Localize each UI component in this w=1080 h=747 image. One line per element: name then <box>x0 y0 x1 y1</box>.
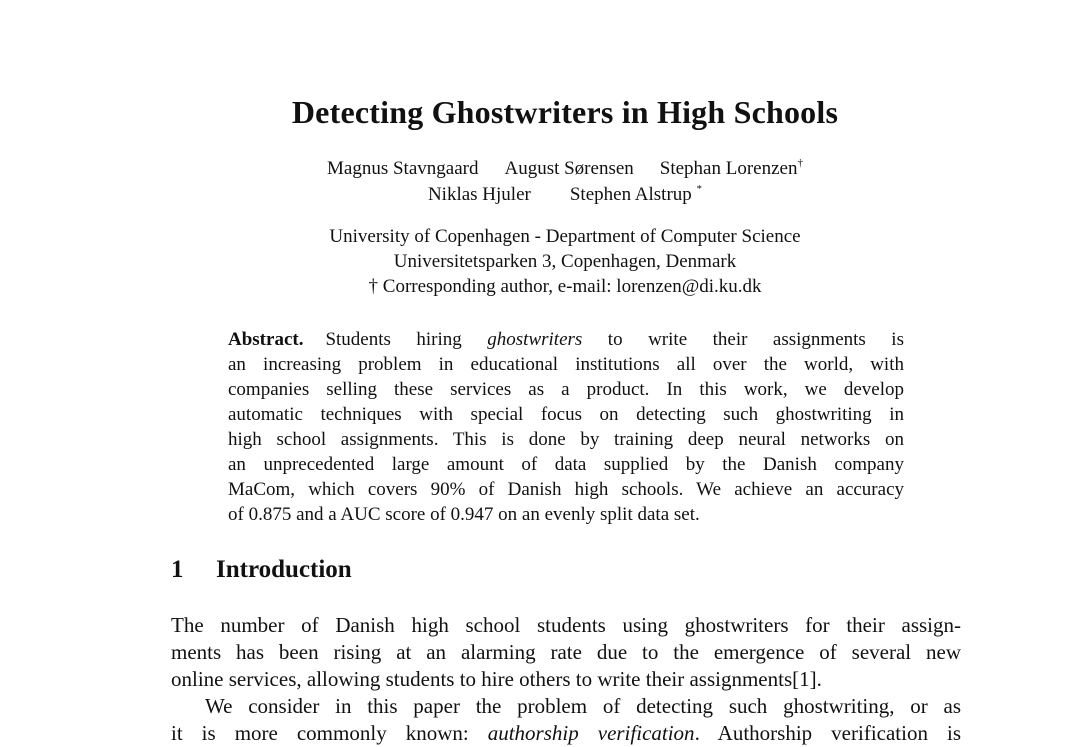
section-title: Introduction <box>216 556 352 583</box>
body-line: it is more commonly known: authorship verification. Authorship verification is <box>171 721 961 745</box>
abstract-line: Abstract. Students hiring ghostwriters to write their assignments is <box>228 329 904 350</box>
affiliation-line: † Corresponding author, e-mail: lorenzen@di.ku.dk <box>368 276 762 297</box>
abstract-line: companies selling these services as a product. In this work, we develop <box>228 379 904 400</box>
author-name: Niklas Hjuler <box>427 184 531 205</box>
body-line: The number of Danish high school students using ghostwriters for their assign- <box>171 613 961 637</box>
abstract <box>228 327 904 527</box>
author-name: Stephan Lorenzen† <box>659 157 803 179</box>
section-heading <box>171 556 352 584</box>
author-name: Stephen Alstrup * <box>569 183 703 205</box>
body-line: ments has been rising at an alarming rate due to the emergence of several new <box>171 640 961 664</box>
abstract-line: high school assignments. This is done by training deep neural networks on <box>228 429 904 450</box>
author-footnote-mark: † <box>797 157 803 169</box>
affiliation-line: University of Copenhagen - Department of Computer Science <box>329 226 801 247</box>
body-line: online services, allowing students to hire others to write their assignments[1]. <box>171 667 822 691</box>
author-list-row-2 <box>0 177 1080 207</box>
abstract-line: an unprecedented large amount of data supplied by the Danish company <box>228 454 904 475</box>
affiliation-block <box>0 224 1080 299</box>
section-number: 1 <box>171 556 184 583</box>
author-name: Magnus Stavngaard <box>327 158 479 179</box>
abstract-line: an increasing problem in educational institutions all over the world, with <box>228 354 904 375</box>
abstract-line: MaCom, which covers 90% of Danish high schools. We achieve an accuracy <box>228 479 904 500</box>
paper-title: Detecting Ghostwriters in High Schools <box>291 94 839 130</box>
body-text <box>171 612 961 747</box>
body-line: We consider in this paper the problem of detecting such ghostwriting, or as <box>205 694 961 718</box>
author-name: August Sørensen <box>504 158 634 179</box>
abstract-line: automatic techniques with special focus on detecting such ghostwriting in <box>228 404 904 425</box>
abstract-line: of 0.875 and a AUC score of 0.947 on an evenly split data set. <box>228 504 700 525</box>
abstract-label: Abstract. <box>228 329 304 350</box>
affiliation-line: Universitetsparken 3, Copenhagen, Denmark <box>393 251 737 272</box>
emphasized-term: authorship verification <box>487 721 695 745</box>
author-footnote-mark: * <box>696 183 703 195</box>
